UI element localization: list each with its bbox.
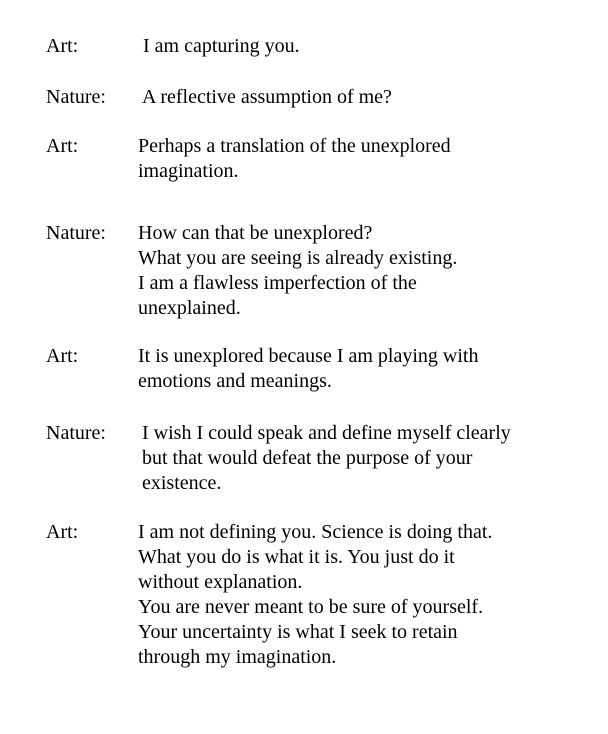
speaker-label: Art: <box>46 135 79 157</box>
dialogue-line: You are never meant to be sure of yourself. <box>138 596 484 618</box>
dialogue-line: What you do is what it is. You just do it <box>138 546 455 568</box>
dialogue-line: I am capturing you. <box>143 35 300 57</box>
dialogue-line: What you are seeing is already existing. <box>138 247 458 269</box>
speaker-label: Nature: <box>46 86 106 108</box>
dialogue-line: emotions and meanings. <box>138 370 332 392</box>
dialogue-text <box>143 34 300 59</box>
dialogue-line: Your uncertainty is what I seek to retain <box>138 621 458 643</box>
dialogue-line: I am a flawless imperfection of the <box>138 272 417 294</box>
dialogue-text <box>142 421 511 496</box>
speaker-label: Art: <box>46 521 79 543</box>
dialogue-line: Perhaps a translation of the unexplored <box>138 135 451 157</box>
speaker-label: Nature: <box>46 222 106 244</box>
dialogue-line: I wish I could speak and define myself clearly <box>142 422 511 444</box>
dialogue-text <box>142 85 392 110</box>
dialogue-text <box>138 520 492 670</box>
dialogue-text <box>138 221 457 321</box>
dialogue-line: I am not defining you. Science is doing that. <box>138 521 493 543</box>
speaker-label: Nature: <box>46 422 106 444</box>
dialogue-line: imagination. <box>138 160 239 182</box>
dialogue-line: without explanation. <box>138 571 303 593</box>
dialogue-line: but that would defeat the purpose of your <box>142 447 473 469</box>
dialogue-text <box>138 134 451 184</box>
dialogue-line: existence. <box>142 472 222 494</box>
speaker-label: Art: <box>46 345 79 367</box>
dialogue-line: It is unexplored because I am playing with <box>138 345 479 367</box>
speaker-label: Art: <box>46 35 79 57</box>
dialogue-text <box>138 344 478 394</box>
dialogue-line: unexplained. <box>138 297 241 319</box>
dialogue-line: How can that be unexplored? <box>138 222 373 244</box>
dialogue-line: through my imagination. <box>138 646 337 668</box>
dialogue-line: A reflective assumption of me? <box>142 86 392 108</box>
